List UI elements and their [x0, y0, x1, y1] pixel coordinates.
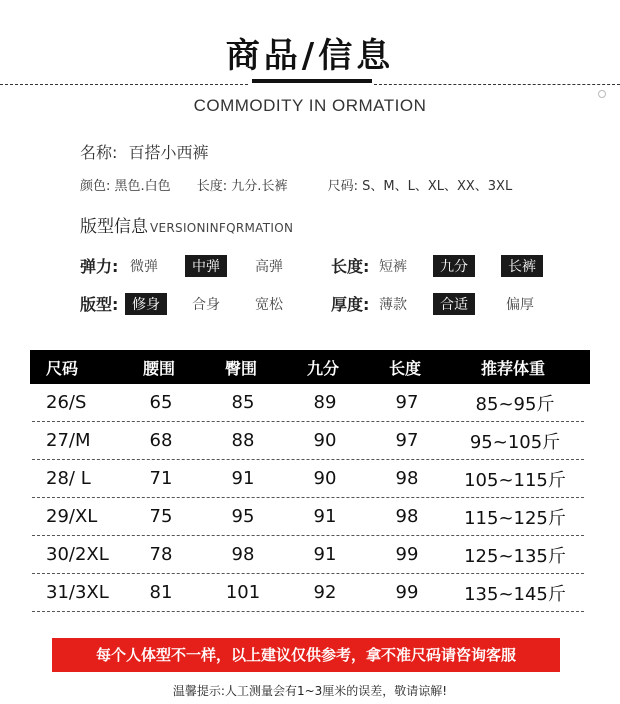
cell-weight: 115~125斤 [464, 507, 566, 529]
product-sizes: 尺码: S、M、L、XL、XX、3XL [327, 179, 513, 194]
table-row [32, 536, 584, 574]
length-option-short: 短裤 [379, 259, 407, 275]
length-label: 长度: [331, 257, 370, 276]
header-waist: 腰围 [142, 358, 175, 378]
page-subtitle: COMMODITY IN ORMATION [193, 96, 427, 115]
cell-size: 31/3XL [46, 582, 109, 603]
header-length: 长度 [388, 358, 421, 378]
table-row [32, 498, 584, 536]
product-name-label: 名称: [80, 143, 118, 162]
cell-size: 30/2XL [46, 544, 109, 565]
cell-size: 27/M [46, 430, 91, 451]
header-ninth: 九分 [306, 358, 339, 378]
title-divider-left [0, 84, 248, 85]
elasticity-option-medium-selected: 中弹 [185, 255, 227, 277]
fit-option-loose: 宽松 [255, 297, 283, 313]
cell-waist: 71 [149, 468, 173, 489]
cell-weight: 125~135斤 [464, 545, 566, 567]
title-divider-right [374, 84, 620, 85]
header-weight: 推荐体重 [480, 358, 545, 378]
cell-hip: 95 [231, 506, 255, 527]
page-title: 商品/信息 [225, 36, 395, 76]
table-body [30, 384, 590, 612]
header-size: 尺码 [46, 358, 79, 378]
cell-length: 99 [395, 582, 419, 603]
cell-size: 29/XL [46, 506, 98, 527]
cell-length: 99 [395, 544, 419, 565]
cell-length: 98 [395, 506, 419, 527]
cell-hip: 98 [231, 544, 255, 565]
length-option-ninth-selected: 九分 [433, 255, 475, 277]
thickness-option-medium-selected: 合适 [433, 293, 475, 315]
table-row [32, 422, 584, 460]
cell-ninth: 92 [313, 582, 337, 603]
cell-waist: 78 [149, 544, 173, 565]
cell-waist: 65 [149, 392, 173, 413]
cell-weight: 95~105斤 [469, 431, 561, 453]
cell-ninth: 91 [313, 544, 337, 565]
table-row [32, 460, 584, 498]
cell-weight: 105~115斤 [464, 469, 566, 491]
cell-ninth: 90 [313, 430, 337, 451]
cell-ninth: 91 [313, 506, 337, 527]
thickness-option-thin: 薄款 [379, 297, 407, 313]
table-header-row [30, 350, 590, 384]
thickness-option-thick: 偏厚 [506, 297, 534, 313]
cell-length: 97 [395, 392, 419, 413]
version-title-en: VERSIONINFQRMATION [150, 221, 294, 235]
cell-hip: 88 [231, 430, 255, 451]
cell-length: 97 [395, 430, 419, 451]
cell-weight: 85~95斤 [475, 393, 555, 415]
version-title [80, 212, 293, 237]
fit-option-slim-selected: 修身 [125, 293, 167, 315]
cell-hip: 101 [225, 582, 261, 603]
length-option-long-selected: 长裤 [501, 255, 543, 277]
title-underline [252, 79, 372, 83]
fit-label: 版型: [80, 295, 119, 314]
cell-hip: 91 [231, 468, 255, 489]
cell-weight: 135~145斤 [464, 583, 566, 605]
disclaimer-banner: 每个人体型不一样，以上建议仅供参考，拿不准尺码请咨询客服 [52, 638, 560, 672]
product-name-value: 百搭小西裤 [128, 143, 209, 162]
cell-size: 26/S [46, 392, 87, 413]
table-row [32, 574, 584, 612]
cell-waist: 68 [149, 430, 173, 451]
size-table [30, 350, 590, 612]
elasticity-option-light: 微弹 [130, 259, 158, 275]
header-hip: 臀围 [224, 358, 257, 378]
table-row [32, 384, 584, 422]
cell-hip: 85 [231, 392, 255, 413]
cell-waist: 81 [149, 582, 173, 603]
measurement-note: 温馨提示:人工测量会有1~3厘米的误差，敬请谅解! [172, 684, 448, 698]
product-specs [80, 175, 534, 194]
cell-waist: 75 [149, 506, 173, 527]
fit-option-regular: 合身 [192, 297, 220, 313]
version-title-cn: 版型信息 [80, 217, 148, 237]
elasticity-option-high: 高弹 [255, 259, 283, 275]
cell-ninth: 89 [313, 392, 337, 413]
product-length: 长度: 九分.长裤 [196, 179, 288, 194]
product-name [80, 140, 209, 163]
thickness-label: 厚度: [331, 295, 370, 314]
cell-ninth: 90 [313, 468, 337, 489]
product-color: 颜色: 黑色.白色 [80, 179, 171, 194]
elasticity-label: 弹力: [80, 257, 119, 276]
cell-size: 28/ L [46, 468, 91, 489]
cell-length: 98 [395, 468, 419, 489]
